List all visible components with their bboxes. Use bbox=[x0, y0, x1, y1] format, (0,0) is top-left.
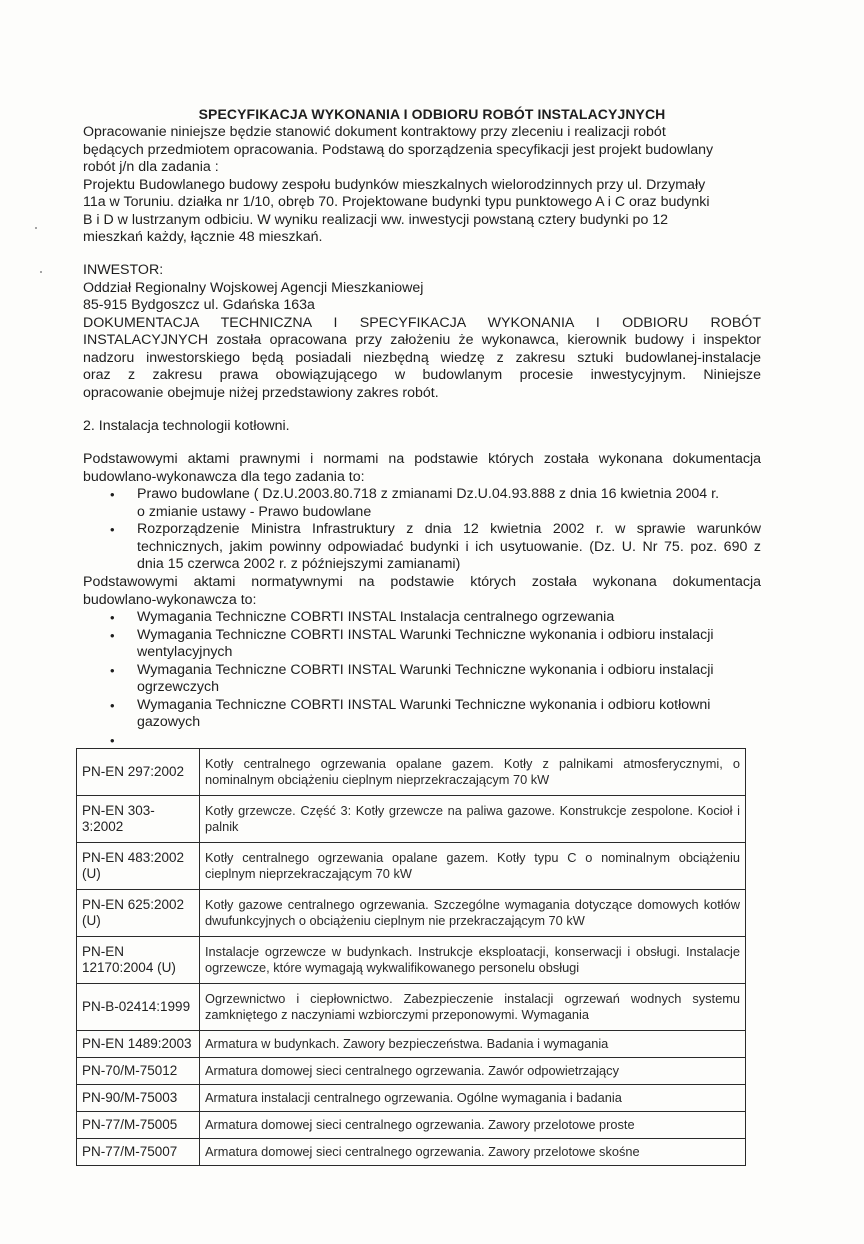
list-item bbox=[83, 697, 761, 732]
bullet-text: technicznych, jakim powinny odpowiadać budynki i ich usytuowanie. (Dz. U. Nr 75. poz. 690 z bbox=[137, 538, 761, 555]
table-row bbox=[77, 937, 746, 984]
table-row bbox=[77, 890, 746, 937]
bullet-text: Prawo budowlane ( Dz.U.2003.80.718 z zmianami Dz.U.04.93.888 z dnia 16 kwietnia 2004 r. bbox=[137, 486, 720, 502]
standard-code: PN-EN 12170:2004 (U) bbox=[77, 937, 200, 984]
standard-code: PN-70/M-75012 bbox=[77, 1058, 200, 1085]
bullet-text: o zmianie ustawy - Prawo budowlane bbox=[137, 503, 372, 520]
doc-tech-line: opracowanie obejmuje niżej przedstawiony zakres robót. bbox=[83, 384, 439, 401]
intro-line: Projektu Budowlanego budowy zespołu budynków mieszkalnych wielorodzinnych przy ul. Drzymały bbox=[83, 176, 706, 193]
standard-code: PN-EN 303-3:2002 bbox=[77, 796, 200, 843]
standard-description: Kotły gazowe centralnego ogrzewania. Szczególne wymagania dotyczące domowych kotłów dwufunkcyjnych o obciążeniu cieplnym nie przekraczającym 70 kW bbox=[200, 890, 746, 937]
table-row bbox=[77, 1058, 746, 1085]
investor-line: Oddział Regionalny Wojskowej Agencji Mieszkaniowej bbox=[83, 279, 424, 296]
bullet-icon: • bbox=[110, 487, 115, 502]
intro-paragraph bbox=[83, 124, 761, 247]
standard-code: PN-EN 297:2002 bbox=[77, 749, 200, 796]
table-row bbox=[77, 1085, 746, 1112]
standard-code: PN-EN 483:2002 (U) bbox=[77, 843, 200, 890]
standard-description: Armatura domowej sieci centralnego ogrzewania. Zawory przelotowe proste bbox=[200, 1112, 746, 1139]
standard-description: Armatura w budynkach. Zawory bezpieczeństwa. Badania i wymagania bbox=[200, 1031, 746, 1058]
bullet-text: Wymagania Techniczne COBRTI INSTAL Warunki Techniczne wykonania i odbioru instalacji bbox=[137, 626, 714, 643]
bullet-text: ogrzewczych bbox=[137, 679, 220, 695]
table-row bbox=[77, 796, 746, 843]
table-row bbox=[77, 1139, 746, 1166]
legal-intro-line: Podstawowymi aktami prawnymi i normami na podstawie których została wykonana dokumentacja bbox=[83, 451, 761, 467]
doc-tech-line: INSTALACYJNYCH została opracowana przy założeniu że wykonawca, kierownik budowy i inspektor bbox=[83, 332, 761, 348]
standard-code: PN-77/M-75005 bbox=[77, 1112, 200, 1139]
intro-line: 11a w Toruniu. działka nr 1/10, obręb 70. Projektowane budynki typu punktowego A i C oraz budynki bbox=[83, 194, 710, 210]
table-row bbox=[77, 749, 746, 796]
standard-code: PN-90/M-75003 bbox=[77, 1085, 200, 1112]
standard-code: PN-EN 625:2002 (U) bbox=[77, 890, 200, 937]
legal-bullet-list bbox=[83, 486, 761, 574]
normative-intro-line: Podstawowymi aktami normatywnymi na podstawie których została wykonana dokumentacja bbox=[83, 574, 761, 590]
table-row bbox=[77, 843, 746, 890]
normative-intro bbox=[83, 574, 761, 609]
bullet-text: dnia 15 czerwca 2002 r. z późniejszymi zamianami) bbox=[137, 556, 461, 572]
bullet-text: wentylacyjnych bbox=[137, 644, 233, 660]
normative-intro-line: budowlano-wykonawcza to: bbox=[83, 591, 257, 608]
investor-block bbox=[83, 262, 761, 402]
list-item bbox=[83, 732, 761, 749]
standard-code: PN-77/M-75007 bbox=[77, 1139, 200, 1166]
list-item bbox=[83, 627, 761, 662]
standard-description: Instalacje ogrzewcze w budynkach. Instrukcje eksploatacji, konserwacji i obsługi. Instalacje ogrzewcze, które wymagają wykwalifikowanego personelu obsługi bbox=[200, 937, 746, 984]
scan-speck bbox=[40, 271, 42, 273]
intro-line: B i D w lustrzanym odbiciu. W wyniku realizacji ww. inwestycji powstaną cztery budynki po 12 bbox=[83, 211, 669, 228]
investor-line: 85-915 Bydgoszcz ul. Gdańska 163a bbox=[83, 297, 315, 313]
list-item bbox=[83, 609, 761, 627]
legal-intro-line: budowlano-wykonawcza dla tego zadania to: bbox=[83, 468, 365, 485]
bullet-text: gazowych bbox=[137, 714, 201, 730]
standard-description: Armatura instalacji centralnego ogrzewania. Ogólne wymagania i badania bbox=[200, 1085, 746, 1112]
list-item bbox=[83, 662, 761, 697]
table-row bbox=[77, 1112, 746, 1139]
table-row bbox=[77, 1031, 746, 1058]
bullet-icon: • bbox=[110, 732, 115, 748]
standard-code: PN-B-02414:1999 bbox=[77, 984, 200, 1031]
doc-tech-line: DOKUMENTACJA TECHNICZNA I SPECYFIKACJA WYKONANIA I ODBIORU ROBÓT bbox=[83, 314, 761, 331]
standard-description: Kotły grzewcze. Część 3: Kotły grzewcze na paliwa gazowe. Konstrukcje zespolone. Kocioł i palnik bbox=[200, 796, 746, 843]
scan-speck bbox=[35, 227, 37, 229]
bullet-icon: • bbox=[110, 662, 115, 678]
bullet-text: Wymagania Techniczne COBRTI INSTAL Warunki Techniczne wykonania i odbioru kotłowni bbox=[137, 696, 711, 713]
section-heading bbox=[83, 418, 761, 436]
standard-description: Kotły centralnego ogrzewania opalane gazem. Kotły typu C o nominalnym obciążeniu cieplnym nieprzekraczającym 70 kW bbox=[200, 843, 746, 890]
bullet-text: Wymagania Techniczne COBRTI INSTAL Warunki Techniczne wykonania i odbioru instalacji bbox=[137, 661, 714, 678]
standard-code: PN-EN 1489:2003 bbox=[77, 1031, 200, 1058]
document-title: SPECYFIKACJA WYKONANIA I ODBIORU ROBÓT INSTALACYJNYCH bbox=[198, 106, 666, 122]
intro-line: będących przedmiotem opracowania. Podstawą do sporządzenia specyfikacji jest projekt budowlany bbox=[83, 141, 714, 158]
intro-line: robót j/n dla zadania : bbox=[83, 159, 219, 175]
bullet-icon: • bbox=[110, 610, 115, 625]
table-row bbox=[77, 984, 746, 1031]
bullet-icon: • bbox=[110, 522, 115, 537]
standards-table bbox=[76, 748, 746, 1166]
investor-label: INWESTOR: bbox=[83, 262, 164, 278]
list-item bbox=[83, 486, 761, 521]
legal-intro bbox=[83, 451, 761, 486]
bullet-icon: • bbox=[110, 627, 115, 643]
standard-description: Armatura domowej sieci centralnego ogrzewania. Zawory przelotowe skośne bbox=[200, 1139, 746, 1166]
standard-description: Kotły centralnego ogrzewania opalane gazem. Kotły z palnikami atmosferycznymi, o nominalnym obciążeniu cieplnym nieprzekraczającym 70 kW bbox=[200, 749, 746, 796]
intro-line: Opracowanie niniejsze będzie stanowić dokument kontraktowy przy zleceniu i realizacji robót bbox=[83, 124, 666, 140]
intro-line: mieszkań każdy, łącznie 48 mieszkań. bbox=[83, 229, 323, 245]
section-2-title: 2. Instalacja technologii kotłowni. bbox=[83, 418, 290, 434]
bullet-text: Wymagania Techniczne COBRTI INSTAL Instalacja centralnego ogrzewania bbox=[137, 609, 615, 625]
bullet-icon: • bbox=[110, 697, 115, 713]
standard-description: Ogrzewnictwo i ciepłownictwo. Zabezpieczenie instalacji ogrzewań wodnych systemu zamkniętego z naczyniami wzbiorczymi przeponowymi. Wymagania bbox=[200, 984, 746, 1031]
standard-description: Armatura domowej sieci centralnego ogrzewania. Zawór odpowietrzający bbox=[200, 1058, 746, 1085]
normative-bullet-list bbox=[83, 609, 761, 749]
bullet-text: Rozporządzenie Ministra Infrastruktury z dnia 12 kwietnia 2002 r. w sprawie warunków bbox=[137, 521, 761, 537]
doc-tech-line: oraz z zakresu prawa obowiązującego w budowlanym procesie inwestycyjnym. Niniejsze bbox=[83, 367, 761, 383]
list-item bbox=[83, 521, 761, 574]
doc-tech-line: nadzoru inwestorskiego będą posiadali niezbędną wiedzę z zakresu sztuki budowlanej-instalacje bbox=[83, 349, 761, 366]
